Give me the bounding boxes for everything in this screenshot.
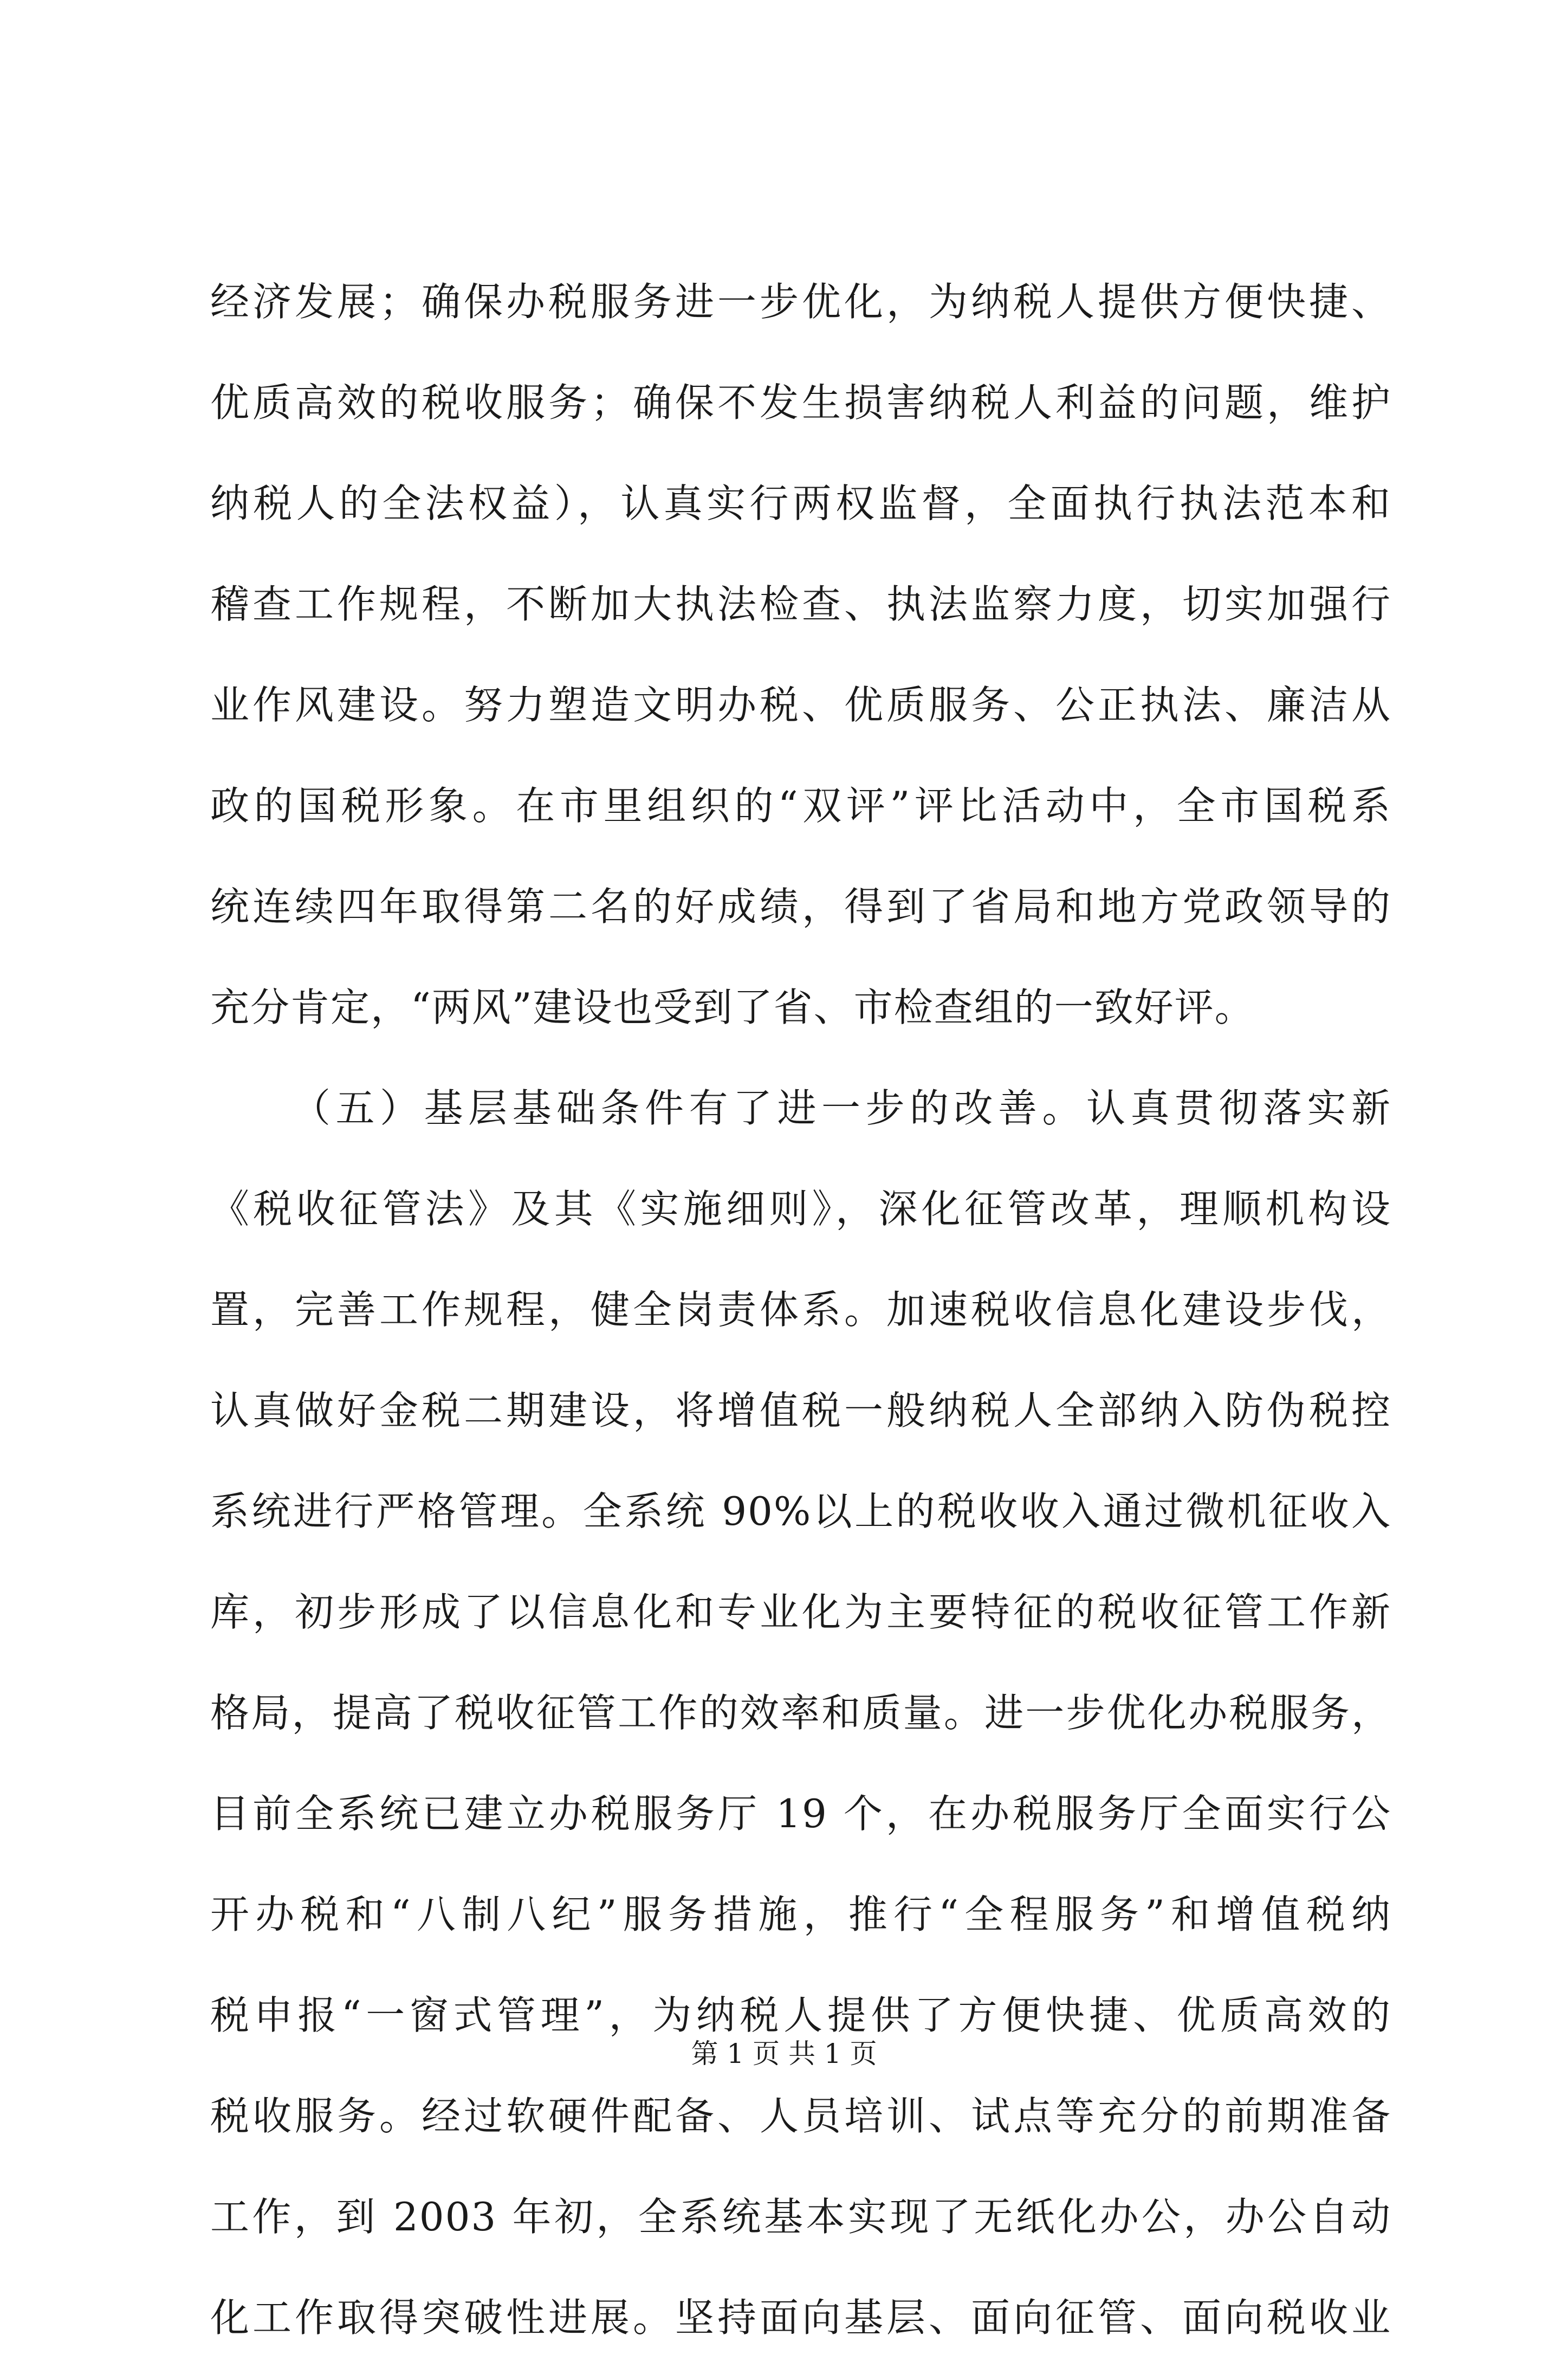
text-line: 统连续四年取得第二名的好成绩，得到了省局和地方党政领导的 <box>210 884 1391 929</box>
text-line: 税申报“一窗式管理”，为纳税人提供了方便快捷、优质高效的 <box>210 1992 1391 2038</box>
text-line: 充分肯定，“两风”建设也受到了省、市检查组的一致好评。 <box>210 985 1255 1030</box>
text-line: 《税收征管法》及其《实施细则》，深化征管改革，理顺机构设 <box>210 1186 1391 1232</box>
text-line: 纳税人的全法权益），认真实行两权监督，全面执行执法范本和 <box>210 481 1391 526</box>
text-line: 认真做好金税二期建设，将增值税一般纳税人全部纳入防伪税控 <box>210 1388 1391 1433</box>
page-number-label: 第 1 页 共 1 页 <box>691 2038 877 2069</box>
text-line: 稽查工作规程，不断加大执法检查、执法监察力度，切实加强行 <box>210 581 1391 627</box>
text-line: 化工作取得突破性进展。坚持面向基层、面向征管、面向税收业 <box>210 2295 1391 2340</box>
text-line: 经济发展；确保办税服务进一步优化，为纳税人提供方便快捷、 <box>210 279 1391 325</box>
text-line: 系统进行严格管理。全系统 90%以上的税收收入通过微机征收入 <box>210 1489 1391 1534</box>
text-line: 置，完善工作规程，健全岗责体系。加速税收信息化建设步伐， <box>210 1287 1391 1332</box>
text-line: 开办税和“八制八纪”服务措施，推行“全程服务”和增值税纳 <box>210 1892 1391 1937</box>
text-line: 目前全系统已建立办税服务厅 19 个，在办税服务厅全面实行公 <box>210 1791 1391 1836</box>
page-footer <box>0 2037 1568 2070</box>
text-line: 优质高效的税收服务；确保不发生损害纳税人利益的问题，维护 <box>210 380 1391 425</box>
text-line: 政的国税形象。在市里组织的“双评”评比活动中，全市国税系 <box>210 783 1391 829</box>
paragraph-heading-line: （五）基层基础条件有了进一步的改善。认真贯彻落实新 <box>291 1085 1391 1131</box>
text-line: 格局，提高了税收征管工作的效率和质量。进一步优化办税服务， <box>210 1690 1391 1736</box>
text-line: 业作风建设。努力塑造文明办税、优质服务、公正执法、廉洁从 <box>210 682 1391 728</box>
text-line: 库，初步形成了以信息化和专业化为主要特征的税收征管工作新 <box>210 1589 1391 1635</box>
text-line: 工作，到 2003 年初，全系统基本实现了无纸化办公，办公自动 <box>210 2194 1391 2240</box>
text-line: 税收服务。经过软硬件配备、人员培训、试点等充分的前期准备 <box>210 2093 1391 2139</box>
